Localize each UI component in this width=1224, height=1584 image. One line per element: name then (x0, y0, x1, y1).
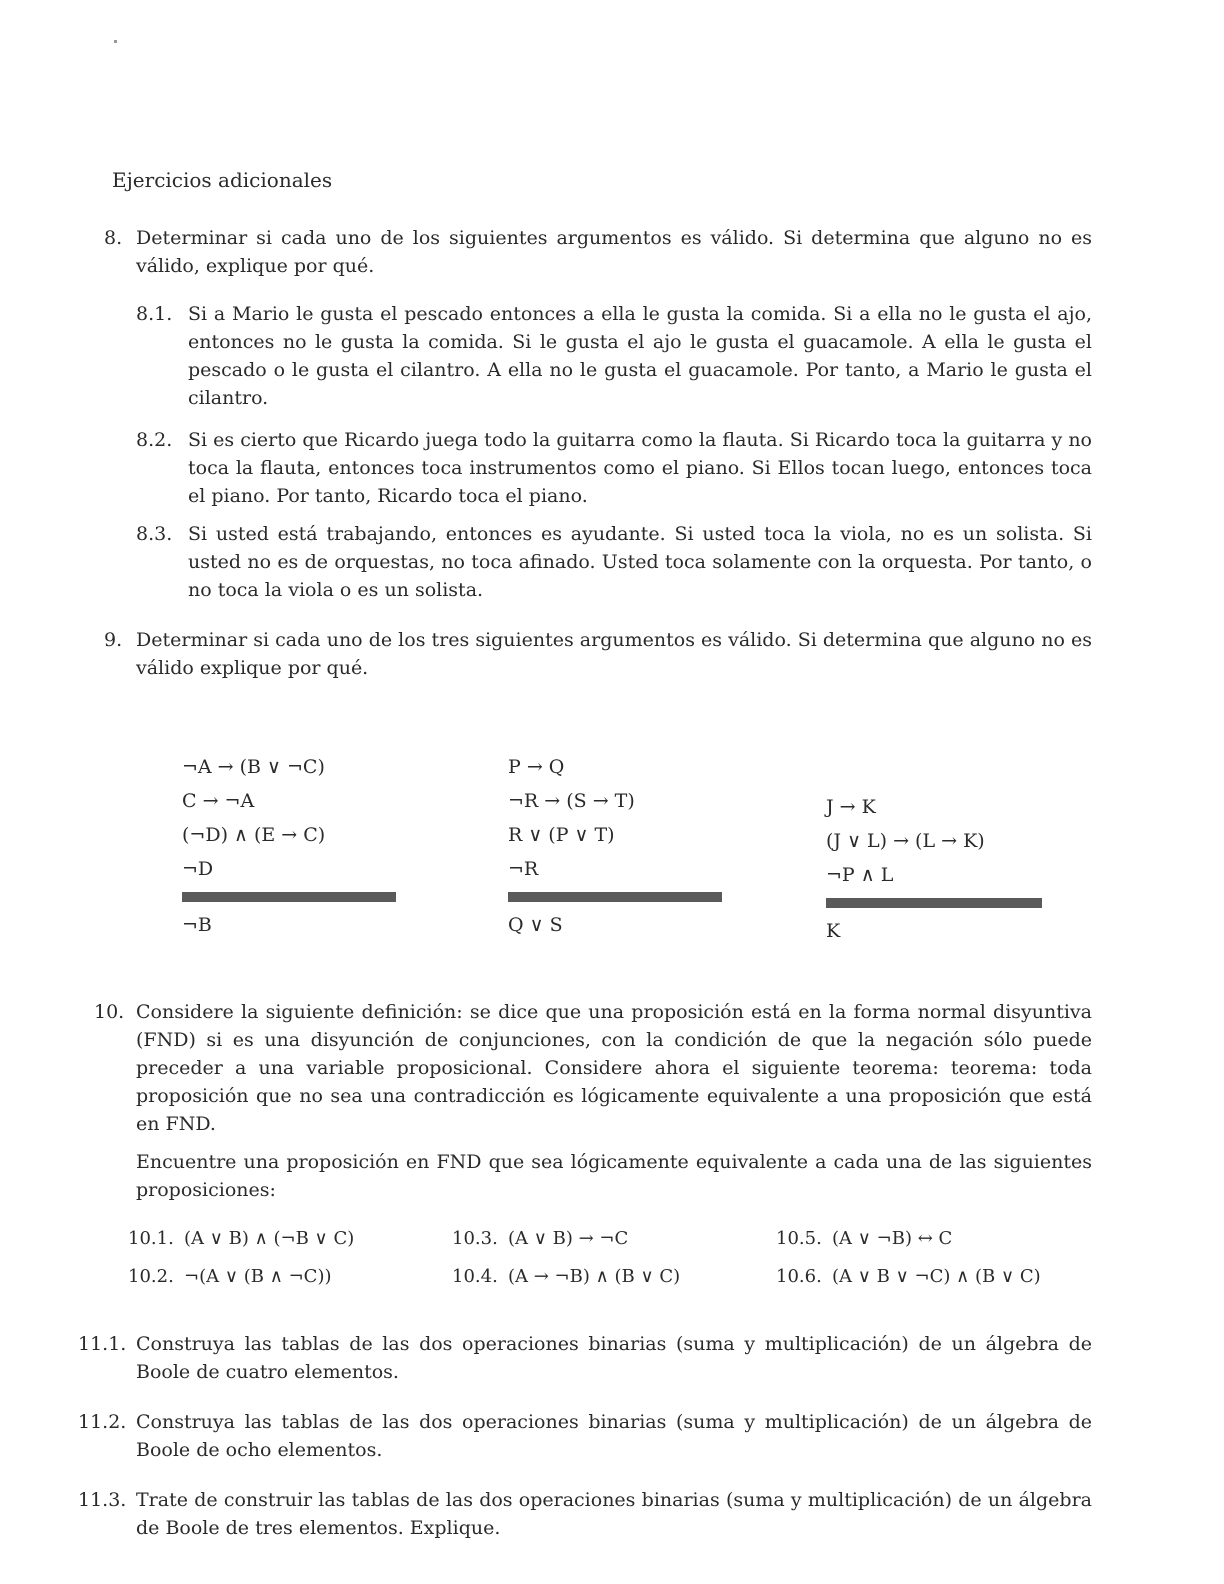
premise: ¬R (508, 858, 539, 880)
conclusion: Q ∨ S (508, 914, 563, 936)
conclusion: ¬B (182, 914, 212, 936)
item-expression: (A ∨ B) ∧ (¬B ∨ C) (184, 1228, 355, 1249)
problem-11-1 (78, 1330, 1092, 1386)
conclusion: K (826, 920, 841, 942)
subitem-number: 8.2. (136, 429, 173, 451)
subitem-text: Si es cierto que Ricardo juega todo la guitarra como la flauta. Si Ricardo toca la guitarra y no toca la flauta, entonces toca instrumentos como el piano. Si Ellos tocan luego, entonces toca el piano. Por tanto, Ricardo toca el piano. (188, 429, 1092, 507)
item-label: 10.3. (452, 1228, 498, 1249)
problem-number: 11.3. (78, 1489, 127, 1511)
premise: C → ¬A (182, 790, 255, 812)
argument-3 (826, 790, 1042, 946)
problem-text: Determinar si cada uno de los tres siguientes argumentos es válido. Si determina que alguno no es válido explique por qué. (136, 629, 1092, 679)
subitem-text: Si a Mario le gusta el pescado entonces a ella le gusta la comida. Si a ella no le gusta el ajo, entonces no le gusta la comida. Si le gusta el ajo le gusta el guacamole. A ella le gusta el pescado o le gusta el cilantro. A ella no le gusta el guacamole. Por tanto, a Mario le gusta el cilantro. (188, 303, 1092, 409)
argument-1 (182, 750, 396, 940)
proposition-item (128, 1266, 332, 1287)
premise: ¬A → (B ∨ ¬C) (182, 756, 325, 778)
problem-8 (104, 224, 1092, 280)
problem-9 (104, 626, 1092, 682)
inference-line (182, 892, 396, 902)
problem-text: Construya las tablas de las dos operaciones binarias (suma y multiplicación) de un álgebra de Boole de cuatro elementos. (136, 1333, 1092, 1383)
premise: R ∨ (P ∨ T) (508, 824, 615, 846)
subitem-8-3 (136, 520, 1092, 604)
proposition-item (452, 1266, 680, 1287)
premise: ¬D (182, 858, 214, 880)
problem-number: 11.2. (78, 1411, 127, 1433)
problem-number: 10. (94, 1001, 125, 1023)
inference-line (508, 892, 722, 902)
subitem-text: Si usted está trabajando, entonces es ayudante. Si usted toca la viola, no es un solista. Si usted no es de orquestas, no toca afinado. Usted toca solamente con la orquesta. Por tanto, o no toca la viola o es un solista. (188, 523, 1092, 601)
subitem-8-1 (136, 300, 1092, 412)
proposition-item (128, 1228, 354, 1249)
subitem-8-2 (136, 426, 1092, 510)
item-label: 10.1. (128, 1228, 174, 1249)
premise: J → K (826, 796, 876, 818)
problem-number: 11.1. (78, 1333, 127, 1355)
item-label: 10.6. (776, 1266, 822, 1287)
section-title: Ejercicios adicionales (112, 168, 333, 192)
proposition-item (776, 1228, 952, 1249)
item-label: 10.4. (452, 1266, 498, 1287)
item-expression: ¬(A ∨ (B ∧ ¬C)) (184, 1266, 332, 1287)
problem-text: Considere la siguiente definición: se dice que una proposición está en la forma normal disyuntiva (FND) si es una disyunción de conjunciones, con la condición de que la negación sólo puede preceder a una variable proposicional. Considere ahora el siguiente teorema: teorema: toda proposición que no sea una contradicción es lógicamente equivalente a una proposición que está en FND. (136, 1001, 1092, 1135)
problem-11-3 (78, 1486, 1092, 1542)
argument-2 (508, 750, 722, 940)
premise: (¬D) ∧ (E → C) (182, 824, 326, 846)
problem-text: Construya las tablas de las dos operaciones binarias (suma y multiplicación) de un álgebra de Boole de ocho elementos. (136, 1411, 1092, 1461)
problem-11-2 (78, 1408, 1092, 1464)
premise: ¬R → (S → T) (508, 790, 635, 812)
inference-line (826, 898, 1042, 908)
premise: P → Q (508, 756, 565, 778)
problem-text: Determinar si cada uno de los siguientes argumentos es válido. Si determina que alguno no es válido, explique por qué. (136, 227, 1092, 277)
problem-text-2: Encuentre una proposición en FND que sea lógicamente equivalente a cada una de las siguientes proposiciones: (136, 1151, 1092, 1201)
page-mark (114, 40, 117, 43)
item-expression: (A → ¬B) ∧ (B ∨ C) (508, 1266, 681, 1287)
problem-10 (94, 998, 1092, 1204)
subitem-number: 8.1. (136, 303, 173, 325)
item-label: 10.2. (128, 1266, 174, 1287)
proposition-item (452, 1228, 628, 1249)
item-expression: (A ∨ B) → ¬C (508, 1228, 629, 1249)
item-label: 10.5. (776, 1228, 822, 1249)
problem-number: 8. (104, 227, 123, 249)
item-expression: (A ∨ B ∨ ¬C) ∧ (B ∨ C) (832, 1266, 1041, 1287)
item-expression: (A ∨ ¬B) ↔ C (832, 1228, 953, 1249)
proposition-item (776, 1266, 1041, 1287)
premise: (J ∨ L) → (L → K) (826, 830, 985, 852)
subitem-number: 8.3. (136, 523, 173, 545)
problem-text: Trate de construir las tablas de las dos operaciones binarias (suma y multiplicación) de un álgebra de Boole de tres elementos. Explique. (136, 1489, 1092, 1539)
problem-number: 9. (104, 629, 123, 651)
premise: ¬P ∧ L (826, 864, 894, 886)
